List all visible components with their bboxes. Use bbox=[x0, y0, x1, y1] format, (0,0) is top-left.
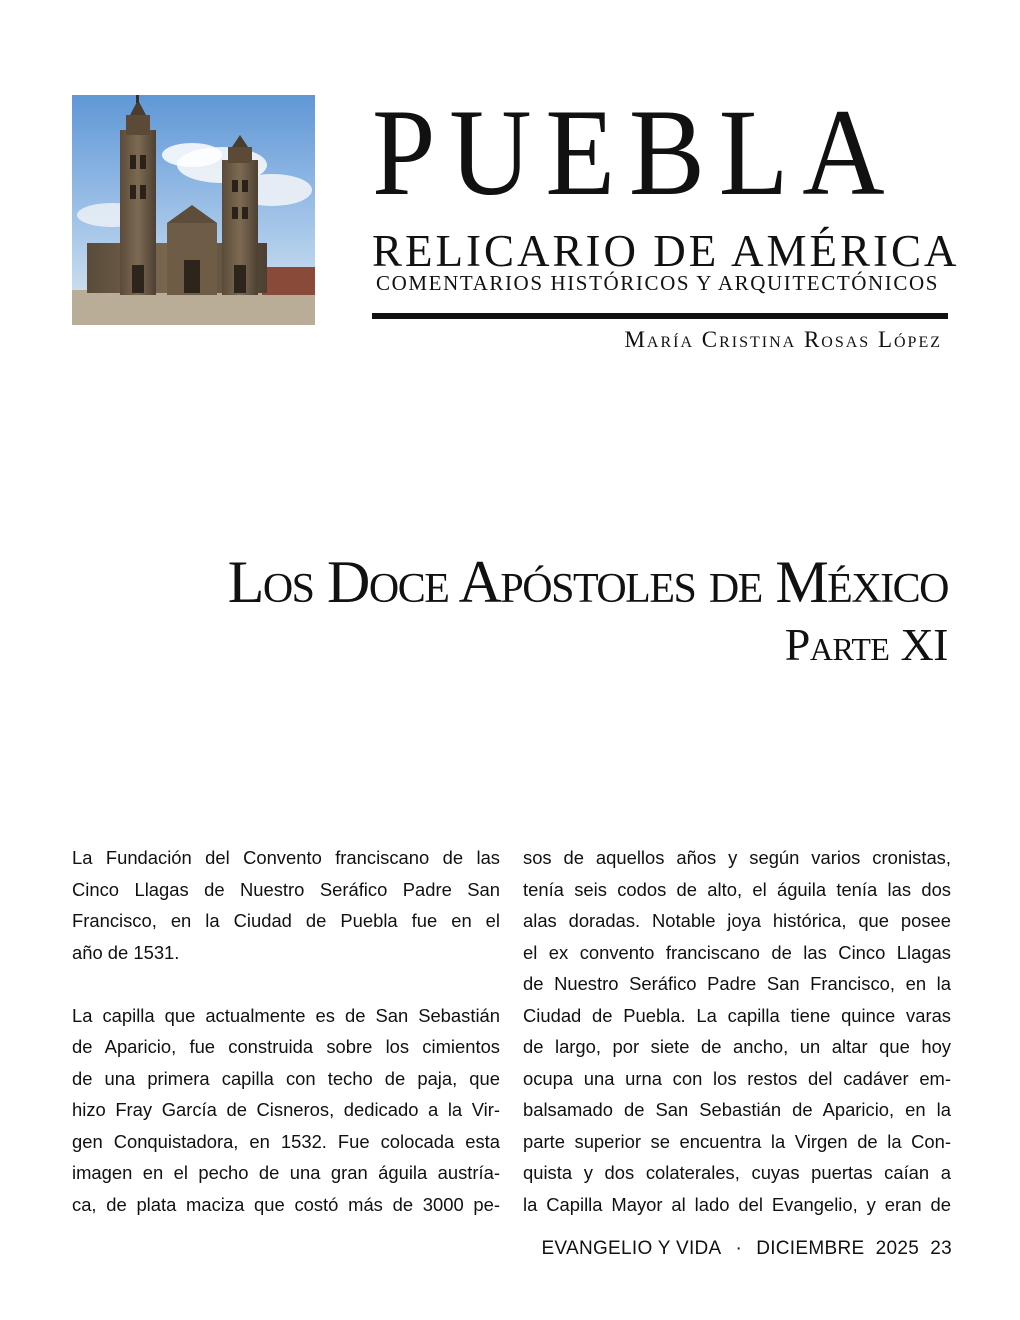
footer-date: DICIEMBRE 2025 bbox=[756, 1238, 920, 1259]
page-footer bbox=[541, 1237, 952, 1261]
article-part: Parte XI bbox=[784, 619, 948, 670]
cathedral-photo bbox=[72, 95, 315, 325]
paragraph-gap bbox=[72, 968, 500, 1000]
footer-publication: EVANGELIO Y VIDA bbox=[541, 1238, 722, 1259]
body-line: imagen en el pecho de una gran águila austría- bbox=[72, 1162, 500, 1183]
masthead-subtitle: RELICARIO DE AMÉRICA bbox=[372, 226, 960, 276]
body-line: la Capilla Mayor al lado del Evangelio, y eran de bbox=[523, 1193, 951, 1215]
cathedral-illustration bbox=[72, 95, 315, 325]
body-line: de Nuestro Seráfico Padre San Francisco, en la bbox=[523, 973, 951, 994]
body-line: hizo Fray García de Cisneros, dedicado a la Vir- bbox=[72, 1099, 500, 1120]
page-number: 23 bbox=[930, 1238, 952, 1259]
body-line: tenía seis codos de alto, el águila tenía las dos bbox=[523, 878, 951, 900]
body-line: ca, de plata maciza que costó más de 3000 pe- bbox=[72, 1193, 500, 1215]
body-line: de Aparicio, fue construida sobre los cimientos bbox=[72, 1036, 500, 1057]
body-line: Cinco Llagas de Nuestro Seráfico Padre San bbox=[72, 878, 500, 900]
body-line: parte superior se encuentra la Virgen de la Con- bbox=[523, 1130, 951, 1152]
body-line: ocupa una urna con los restos del cadáver em- bbox=[523, 1067, 951, 1089]
body-line: La Fundación del Convento franciscano de las bbox=[72, 847, 500, 868]
body-line: Francisco, en la Ciudad de Puebla fue en el bbox=[72, 910, 500, 931]
author-name: María Cristina Rosas López bbox=[624, 327, 942, 352]
body-line: gen Conquistadora, en 1532. Fue colocada esta bbox=[72, 1130, 500, 1152]
article-title: Los Doce Apóstoles de México bbox=[227, 549, 948, 615]
footer-separator: · bbox=[735, 1238, 743, 1259]
body-line: año de 1531. bbox=[72, 941, 180, 963]
body-line: sos de aquellos años y según varios cronistas, bbox=[523, 847, 951, 868]
body-line: alas doradas. Notable joya histórica, que posee bbox=[523, 910, 951, 931]
body-column-left bbox=[72, 842, 500, 1220]
body-column-right bbox=[523, 842, 951, 1220]
body-line: de una primera capilla con techo de paja, que bbox=[72, 1067, 500, 1089]
body-line: Ciudad de Puebla. La capilla tiene quince varas bbox=[523, 1004, 951, 1026]
masthead bbox=[372, 84, 960, 352]
body-line: balsamado de San Sebastián de Aparicio, en la bbox=[523, 1099, 951, 1120]
body-line: quista y dos colaterales, cuyas puertas caían a bbox=[523, 1162, 951, 1183]
masthead-rule bbox=[372, 313, 948, 319]
body-line: de largo, por siete de ancho, un altar que hoy bbox=[523, 1036, 951, 1057]
masthead-title: PUEBLA bbox=[372, 84, 899, 221]
body-line: La capilla que actualmente es de San Sebastián bbox=[72, 1004, 500, 1026]
body-line: el ex convento franciscano de las Cinco Llagas bbox=[523, 941, 951, 963]
masthead-tagline: COMENTARIOS HISTÓRICOS Y ARQUITECTÓNICOS bbox=[376, 271, 940, 295]
